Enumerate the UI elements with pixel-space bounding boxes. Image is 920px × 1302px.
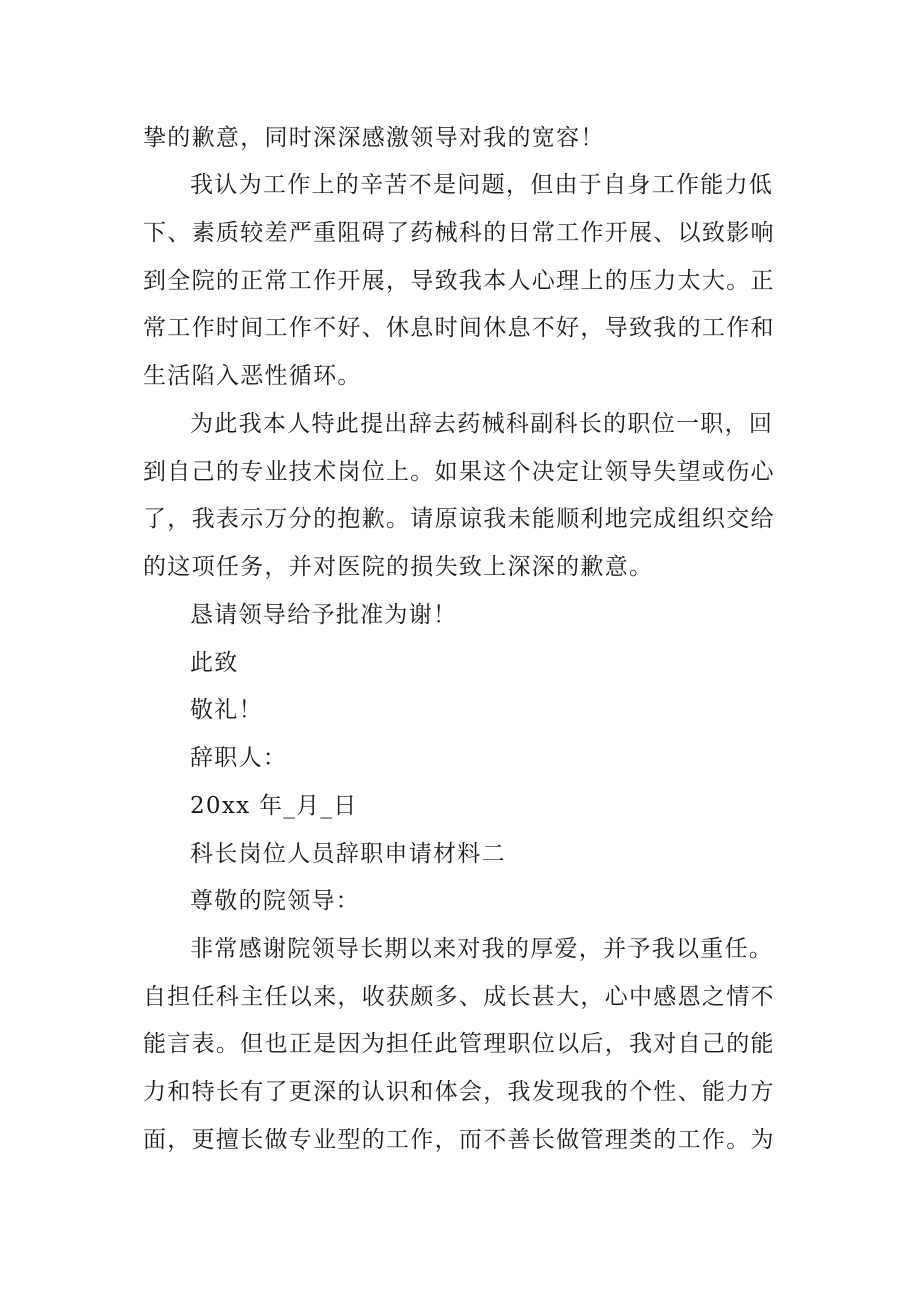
request-line: 恳请领导给予批准为谢！ — [190, 602, 458, 628]
closing-line: 此致 — [190, 650, 239, 676]
text-line: 力和特长有了更深的认识和体会，我发现我的个性、能力方 — [143, 1079, 775, 1105]
text-line: 自担任科主任以来，收获颇多、成长甚大，心中感恩之情不 — [143, 984, 775, 1010]
text-line: 面，更擅长做专业型的工作，而不善长做管理类的工作。为 — [143, 1127, 775, 1153]
greeting-line: 尊敬的院领导： — [190, 888, 361, 914]
paragraph-line: 非常感谢院领导长期以来对我的厚爱，并予我以重任。 — [190, 936, 774, 962]
text-line: 能言表。但也正是因为担任此管理职位以后，我对自己的能 — [143, 1031, 775, 1057]
text-line: 了，我表示万分的抱歉。请原谅我未能顺利地完成组织交给 — [143, 506, 775, 532]
text-line: 的这项任务，并对医院的损失致上深深的歉意。 — [143, 554, 654, 580]
text-line: 挚的歉意，同时深深感激领导对我的宽容！ — [143, 125, 605, 151]
text-line: 到全院的正常工作开展，导致我本人心理上的压力太大。正 — [143, 268, 775, 294]
text-line: 生活陷入恶性循环。 — [143, 363, 362, 389]
section-title: 科长岗位人员辞职申请材料二 — [190, 841, 506, 867]
paragraph-line: 为此我本人特此提出辞去药械科副科长的职位一职，回 — [190, 411, 774, 437]
salutation-line: 敬礼！ — [190, 697, 263, 723]
text-line: 常工作时间工作不好、休息时间休息不好，导致我的工作和 — [143, 315, 775, 341]
paragraph-line: 我认为工作上的辛苦不是问题，但由于自身工作能力低 — [190, 172, 774, 198]
text-line: 下、素质较差严重阻碍了药械科的日常工作开展、以致影响 — [143, 220, 775, 246]
date-line: 20xx 年_月_日 — [190, 793, 358, 819]
signature-line: 辞职人： — [190, 745, 288, 771]
text-line: 到自己的专业技术岗位上。如果这个决定让领导失望或伤心 — [143, 459, 775, 485]
